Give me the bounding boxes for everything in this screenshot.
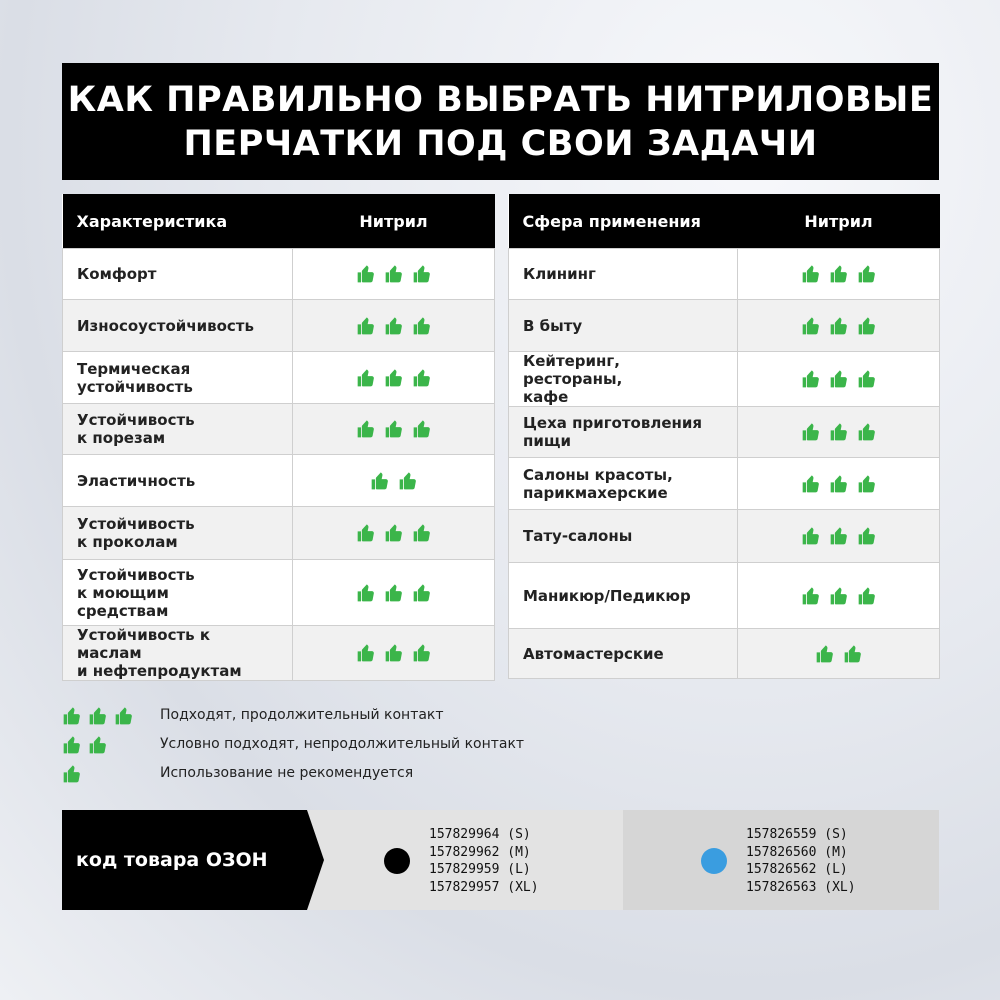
- characteristic-row: [63, 455, 495, 507]
- characteristics-table: [62, 194, 495, 681]
- application-rating: [738, 629, 940, 679]
- legend-text: Использование не рекомендуется: [160, 765, 414, 781]
- page-title: [62, 63, 939, 180]
- thumbs-up-icon: [815, 644, 835, 664]
- thumbs-up-icon: [801, 369, 821, 389]
- thumbs-up-icon: [829, 422, 849, 442]
- column-header-characteristic: Характеристика: [63, 194, 293, 249]
- application-row: [509, 510, 940, 563]
- thumbs-up-icon: [412, 368, 432, 388]
- thumbs-up-icon: [801, 474, 821, 494]
- thumbs-up-icon: [62, 706, 82, 726]
- product-code: 157826563 (XL): [746, 879, 856, 895]
- thumbs-up-icon: [62, 764, 82, 784]
- application-label: Кейтеринг, рестораны, кафе: [509, 352, 738, 407]
- product-code: 157829964 (S): [429, 827, 531, 842]
- characteristic-row: [63, 560, 495, 626]
- thumbs-up-icon: [356, 643, 376, 663]
- thumbs-up-icon: [384, 419, 404, 439]
- thumbs-up-icon: [857, 474, 877, 494]
- characteristic-rating: [293, 249, 495, 300]
- thumbs-up-icon: [412, 523, 432, 543]
- thumbs-up-icon: [384, 583, 404, 603]
- application-label: Тату-салоны: [509, 510, 738, 563]
- thumbs-up-icon: [384, 523, 404, 543]
- product-code-label: [62, 810, 307, 910]
- application-rating: [738, 407, 940, 458]
- application-label: Клининг: [509, 249, 738, 300]
- thumbs-up-icon: [370, 471, 390, 491]
- thumbs-up-icon: [843, 644, 863, 664]
- product-code: 157826562 (L): [746, 862, 848, 877]
- application-label: Маникюр/Педикюр: [509, 563, 738, 629]
- application-rating: [738, 300, 940, 352]
- column-header-nitrile: Нитрил: [293, 194, 495, 249]
- black-color-dot: [384, 848, 410, 874]
- characteristic-label: Термическая устойчивость: [63, 352, 293, 404]
- characteristic-label: Комфорт: [63, 249, 293, 300]
- thumbs-up-icon: [356, 523, 376, 543]
- application-rating: [738, 352, 940, 407]
- thumbs-up-icon: [801, 316, 821, 336]
- thumbs-up-icon: [829, 526, 849, 546]
- blue-variant-panel: [623, 810, 939, 910]
- column-header-application: Сфера применения: [509, 194, 738, 249]
- thumbs-up-icon: [801, 526, 821, 546]
- thumbs-up-icon: [88, 735, 108, 755]
- application-row: [509, 352, 940, 407]
- title-line-2: ПЕРЧАТКИ ПОД СВОИ ЗАДАЧИ: [183, 123, 818, 164]
- characteristic-row: [63, 352, 495, 404]
- characteristic-row: [63, 626, 495, 681]
- legend-text: Условно подходят, непродолжительный контакт: [160, 736, 525, 752]
- characteristic-row: [63, 404, 495, 455]
- thumbs-up-icon: [857, 586, 877, 606]
- thumbs-up-icon: [398, 471, 418, 491]
- thumbs-up-icon: [857, 422, 877, 442]
- thumbs-up-icon: [801, 422, 821, 442]
- thumbs-up-icon: [356, 368, 376, 388]
- product-code: 157826560 (M): [746, 844, 848, 860]
- thumbs-up-icon: [412, 419, 432, 439]
- thumbs-up-icon: [412, 316, 432, 336]
- application-row: [509, 629, 940, 679]
- thumbs-up-icon: [384, 264, 404, 284]
- thumbs-up-icon: [356, 316, 376, 336]
- characteristic-label: Устойчивость к порезам: [63, 404, 293, 455]
- application-row: [509, 300, 940, 352]
- application-rating: [738, 510, 940, 563]
- application-label: Цеха приготовления пищи: [509, 407, 738, 458]
- thumbs-up-icon: [356, 264, 376, 284]
- thumbs-up-icon: [829, 264, 849, 284]
- thumbs-up-icon: [857, 316, 877, 336]
- blue-variant-codes: [746, 826, 856, 896]
- thumbs-up-icon: [829, 369, 849, 389]
- characteristic-row: [63, 249, 495, 300]
- thumbs-up-icon: [62, 735, 82, 755]
- product-code: 157829959 (L): [429, 862, 531, 877]
- application-row: [509, 563, 940, 629]
- thumbs-up-icon: [857, 264, 877, 284]
- characteristic-label: Износоустойчивость: [63, 300, 293, 352]
- thumbs-up-icon: [88, 706, 108, 726]
- application-row: [509, 458, 940, 510]
- characteristic-label: Устойчивость к проколам: [63, 507, 293, 560]
- product-code-bar: [62, 810, 939, 910]
- thumbs-up-icon: [356, 583, 376, 603]
- characteristic-rating: [293, 507, 495, 560]
- characteristic-rating: [293, 455, 495, 507]
- thumbs-up-icon: [412, 264, 432, 284]
- blue-color-dot: [701, 848, 727, 874]
- label-arrow: [306, 810, 326, 910]
- thumbs-up-icon: [384, 643, 404, 663]
- thumbs-up-icon: [114, 706, 134, 726]
- thumbs-up-icon: [384, 316, 404, 336]
- product-code: 157829957 (XL): [429, 879, 539, 895]
- thumbs-up-icon: [857, 369, 877, 389]
- application-label: Салоны красоты, парикмахерские: [509, 458, 738, 510]
- thumbs-up-icon: [801, 586, 821, 606]
- characteristic-rating: [293, 560, 495, 626]
- application-rating: [738, 563, 940, 629]
- title-line-1: КАК ПРАВИЛЬНО ВЫБРАТЬ НИТРИЛОВЫЕ: [67, 79, 934, 120]
- application-rating: [738, 249, 940, 300]
- black-variant-codes: [429, 826, 539, 896]
- characteristic-label: Эластичность: [63, 455, 293, 507]
- application-label: Автомастерские: [509, 629, 738, 679]
- application-rating: [738, 458, 940, 510]
- characteristic-label: Устойчивость к маслам и нефтепродуктам: [63, 626, 293, 681]
- thumbs-up-icon: [356, 419, 376, 439]
- thumbs-up-icon: [384, 368, 404, 388]
- thumbs-up-icon: [829, 474, 849, 494]
- thumbs-up-icon: [829, 316, 849, 336]
- characteristic-rating: [293, 404, 495, 455]
- application-table: [508, 194, 940, 679]
- legend-text: Подходят, продолжительный контакт: [160, 707, 444, 723]
- thumbs-up-icon: [801, 264, 821, 284]
- thumbs-up-icon: [412, 643, 432, 663]
- black-variant-panel: [307, 810, 623, 910]
- thumbs-up-icon: [857, 526, 877, 546]
- characteristic-label: Устойчивость к моющим средствам: [63, 560, 293, 626]
- product-code: 157829962 (M): [429, 844, 531, 860]
- characteristic-rating: [293, 352, 495, 404]
- product-code: 157826559 (S): [746, 827, 848, 842]
- characteristic-row: [63, 300, 495, 352]
- application-label: В быту: [509, 300, 738, 352]
- application-row: [509, 407, 940, 458]
- column-header-nitrile: Нитрил: [738, 194, 940, 249]
- characteristic-row: [63, 507, 495, 560]
- thumbs-up-icon: [412, 583, 432, 603]
- characteristic-rating: [293, 626, 495, 681]
- characteristic-rating: [293, 300, 495, 352]
- thumbs-up-icon: [829, 586, 849, 606]
- application-row: [509, 249, 940, 300]
- ozon-code-label: код товара ОЗОН: [76, 849, 268, 871]
